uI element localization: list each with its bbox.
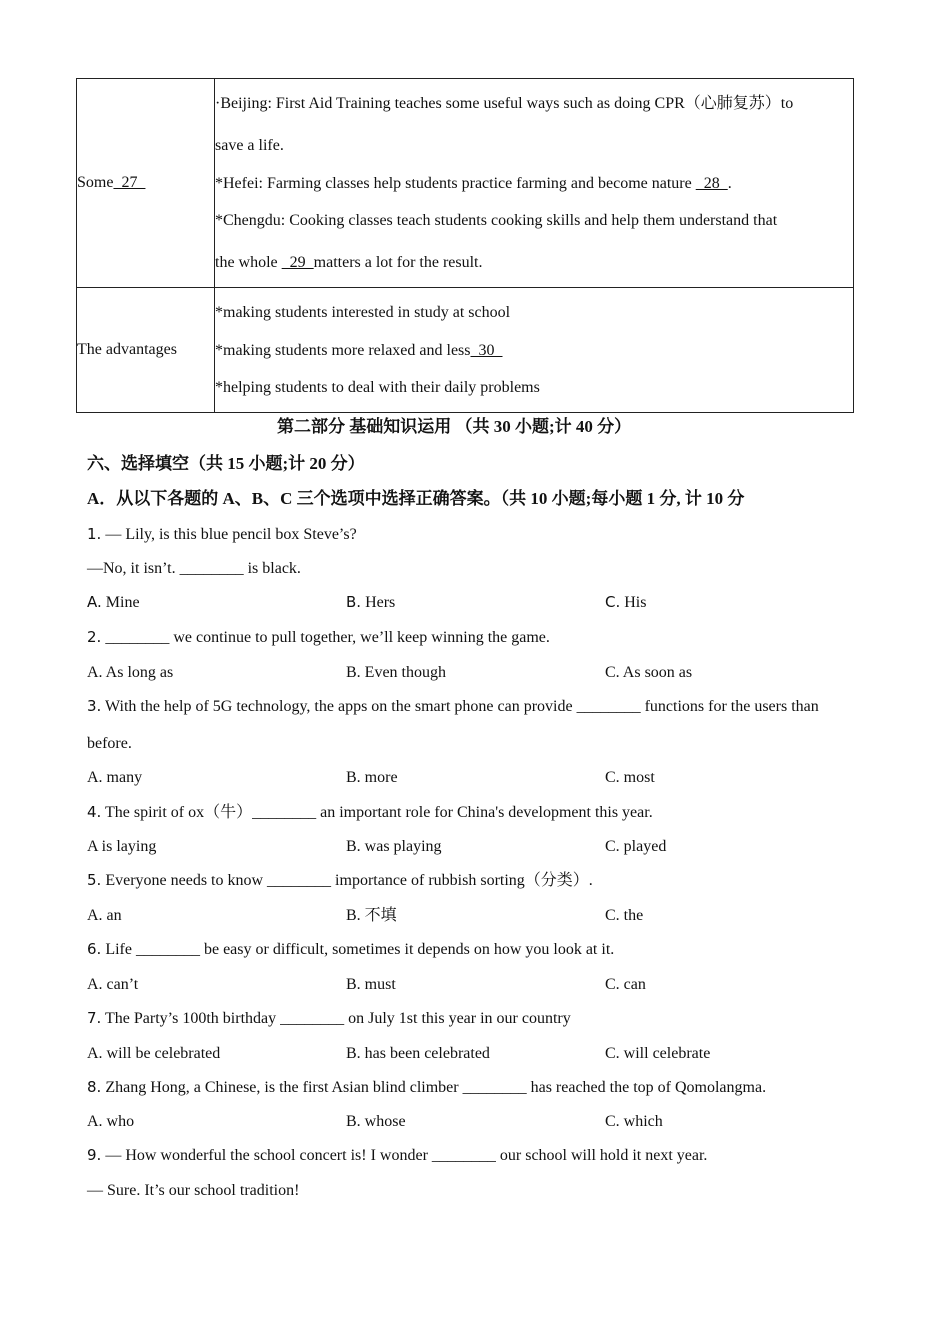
option-b[interactable]: B. more <box>346 769 398 786</box>
question-text: The spirit of ox（牛）________ an important role for China's development this year. <box>105 804 653 821</box>
question-9 <box>87 1148 707 1164</box>
chengdu-end: matters a lot for the result. <box>313 253 483 271</box>
table-row <box>77 79 854 288</box>
question-1-reply: —No, it isn’t. ________ is black. <box>87 560 301 577</box>
option-letter: C. <box>605 593 621 611</box>
option-b[interactable]: B. must <box>346 976 396 993</box>
question-text: — Lily, is this blue pencil box Steve’s? <box>105 526 357 543</box>
question-4 <box>87 805 653 821</box>
option-b[interactable]: B. Even though <box>346 664 446 681</box>
blank-28: 28 <box>695 174 728 192</box>
question-number: 1. <box>87 525 102 543</box>
option-c[interactable] <box>605 595 646 611</box>
option-a[interactable]: A is laying <box>87 838 157 855</box>
option-a[interactable] <box>87 595 140 611</box>
part2-heading: 第二部分 基础知识运用 （共 30 小题;计 40 分） <box>277 417 632 436</box>
question-number: 8. <box>87 1078 102 1096</box>
chengdu-line: *Chengdu: Cooking classes teach students cooking skills and help them understand that <box>215 211 778 229</box>
advantage-2-text: *making students more relaxed and less <box>215 341 471 359</box>
question-number: 5. <box>87 871 102 889</box>
question-number: 9. <box>87 1146 102 1164</box>
option-c[interactable]: C. most <box>605 769 655 786</box>
hefei-line <box>215 176 853 192</box>
option-c[interactable]: C. will celebrate <box>605 1045 711 1062</box>
question-text: — How wonderful the school concert is! I wonder ________ our school will hold it next year. <box>105 1147 708 1164</box>
option-letter: B. <box>346 593 362 611</box>
option-b[interactable]: B. was playing <box>346 838 442 855</box>
row-label: The advantages <box>77 288 215 413</box>
option-c[interactable]: C. the <box>605 907 644 924</box>
hefei-text: *Hefei: Farming classes help students practice farming and become nature <box>215 174 696 192</box>
label-text: Some <box>77 174 114 191</box>
question-text: ________ we continue to pull together, we’ll keep winning the game. <box>105 629 550 646</box>
advantage-1: *making students interested in study at school <box>215 303 511 321</box>
option-a[interactable]: A. As long as <box>87 664 174 681</box>
row-content <box>215 79 854 288</box>
section6-heading: 六、选择填空（共 15 小题;计 20 分） <box>87 454 365 473</box>
blank-27: 27 <box>113 174 146 191</box>
question-9-reply: — Sure. It’s our school tradition! <box>87 1182 300 1199</box>
blank-30: 30 <box>470 341 503 359</box>
question-1 <box>87 527 357 543</box>
advantage-2 <box>215 343 853 359</box>
option-c[interactable]: C. can <box>605 976 646 993</box>
row-content <box>215 288 854 413</box>
hefei-end: . <box>727 174 732 192</box>
blank-29: 29 <box>281 253 314 271</box>
option-c[interactable]: C. which <box>605 1113 663 1130</box>
beijing-cont-line: save a life. <box>215 136 284 154</box>
option-a[interactable]: A. will be celebrated <box>87 1045 221 1062</box>
option-c[interactable]: C. As soon as <box>605 664 693 681</box>
question-text: With the help of 5G technology, the apps on the smart phone can provide ________ functions for the users than <box>105 698 819 715</box>
sectionA-heading: A．从以下各题的 A、B、C 三个选项中选择正确答案。（共 10 小题;每小题 1 分, 计 10 分 <box>87 489 745 508</box>
question-3-cont: before. <box>87 735 132 752</box>
table-row <box>77 288 854 413</box>
question-text: The Party’s 100th birthday ________ on July 1st this year in our country <box>105 1010 571 1027</box>
chengdu-text: the whole <box>215 253 282 271</box>
option-c[interactable]: C. played <box>605 838 667 855</box>
question-number: 7. <box>87 1009 102 1027</box>
option-text: Mine <box>105 594 140 611</box>
option-a[interactable]: A. who <box>87 1113 135 1130</box>
question-text: Everyone needs to know ________ importance of rubbish sorting（分类）. <box>105 872 593 889</box>
option-b[interactable]: B. whose <box>346 1113 406 1130</box>
question-7 <box>87 1011 571 1027</box>
option-a[interactable]: A. an <box>87 907 122 924</box>
option-text: Hers <box>365 594 396 611</box>
question-number: 4. <box>87 803 102 821</box>
question-text: Zhang Hong, a Chinese, is the first Asian blind climber ________ has reached the top of Qomolangma. <box>105 1079 767 1096</box>
beijing-line: ·Beijing: First Aid Training teaches some useful ways such as doing CPR（心肺复苏）to <box>215 94 794 112</box>
question-8 <box>87 1080 766 1096</box>
chengdu-cont-line <box>215 255 853 271</box>
advantage-3: *helping students to deal with their daily problems <box>215 378 540 396</box>
option-b[interactable]: B. has been celebrated <box>346 1045 490 1062</box>
question-2 <box>87 630 550 646</box>
question-5 <box>87 873 593 889</box>
option-b[interactable] <box>346 595 395 611</box>
row-label <box>77 79 215 288</box>
question-text: Life ________ be easy or difficult, sometimes it depends on how you look at it. <box>105 941 615 958</box>
option-a[interactable]: A. many <box>87 769 143 786</box>
question-number: 6. <box>87 940 102 958</box>
summary-table <box>76 78 854 413</box>
question-3 <box>87 699 819 715</box>
option-text: His <box>624 594 647 611</box>
question-6 <box>87 942 614 958</box>
question-number: 2. <box>87 628 102 646</box>
option-b[interactable]: B. 不填 <box>346 907 397 924</box>
option-letter: A. <box>87 593 102 611</box>
question-number: 3. <box>87 697 102 715</box>
option-a[interactable]: A. can’t <box>87 976 139 993</box>
